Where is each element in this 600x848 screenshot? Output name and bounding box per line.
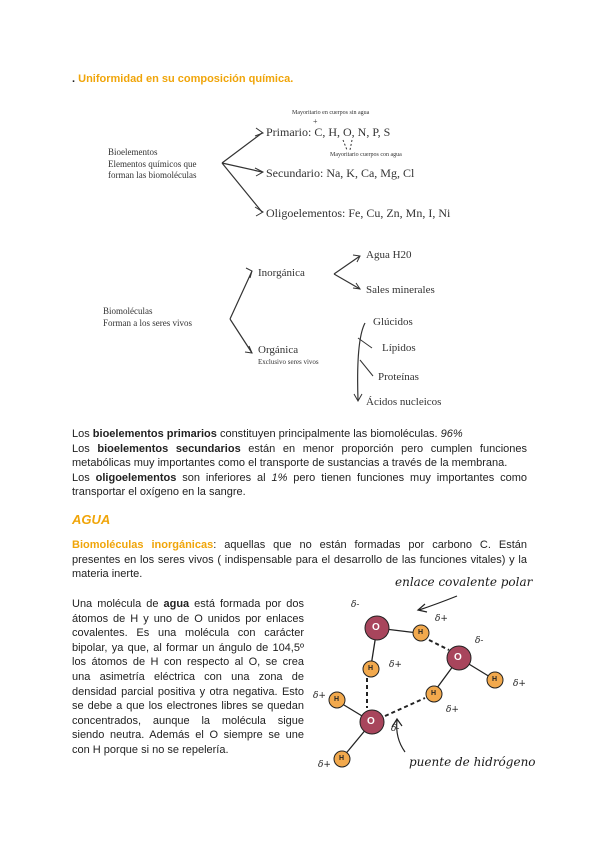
plus-sign: + (313, 117, 318, 126)
paragraph-line: Los bioelementos primarios constituyen principalmente las biomoléculas. 96% (72, 428, 463, 440)
inorganicas-paragraph: Biomoléculas inorgánicas: aquellas que no están formadas por carbono C. Están presentes en los seres vivos ( indispensable para el desarrollo de las funciones vitales) y la materia inerte. (72, 539, 527, 581)
delta-plus-label: δ+ (389, 660, 402, 670)
paragraph-line: Los oligoelementos son inferiores al 1% pero tienen funciones muy importantes como transportar el oxígeno en la sangre. (72, 471, 527, 499)
bullet: . (72, 73, 76, 85)
oxygen-label: O (367, 716, 375, 727)
oligoelementos-elements: Oligoelementos: Fe, Cu, Zn, Mn, I, Ni (266, 206, 451, 220)
delta-minus-label: δ- (351, 600, 360, 610)
oxygen-label: O (372, 622, 380, 633)
bioelementos-subtitle-2: forman las biomoléculas (108, 170, 197, 180)
oxygen-label: O (454, 652, 462, 663)
water-molecule-diagram (305, 570, 545, 785)
water-molecule-svg (305, 570, 545, 785)
agua-heading: AGUA (72, 512, 111, 527)
delta-minus-label: δ- (391, 724, 400, 734)
biomoleculas-diagram (0, 240, 600, 415)
inorganicas-term: Biomoléculas inorgánicas (72, 539, 214, 551)
biomoleculas-subtitle: Forman a los seres vivos (103, 318, 192, 328)
hydrogen-label: H (492, 676, 498, 683)
inorganica-item: Sales minerales (366, 284, 435, 296)
inorganica-item: Agua H20 (366, 249, 412, 261)
secundario-elements: Secundario: Na, K, Ca, Mg, Cl (266, 166, 415, 180)
biomoleculas-title: Biomoléculas (103, 306, 153, 316)
delta-minus-label: δ- (475, 636, 484, 646)
organica-item: Glúcidos (373, 316, 413, 328)
delta-plus-label: δ+ (513, 679, 526, 689)
bioelementos-subtitle-1: Elementos químicos que (108, 159, 197, 169)
paragraph-line: Los bioelementos secundarios están en menor proporción pero cumplen funciones metabólicas muy importantes como el transporte de sustancias a través de la membrana. (72, 442, 527, 470)
organica-label: Orgánica (258, 344, 299, 356)
bioelementos-title: Bioelementos (108, 147, 158, 157)
organica-item: Ácidos nucleicos (366, 396, 442, 408)
pointer-arrow (419, 596, 457, 610)
organica-subtitle: Exclusivo seres vivos (258, 358, 319, 366)
delta-plus-label: δ+ (435, 614, 448, 624)
delta-plus-label: δ+ (446, 705, 459, 715)
organica-item: Lípidos (382, 342, 416, 354)
covalent-bond-label: enlace covalente polar (395, 575, 533, 589)
hydrogen-label: H (431, 690, 437, 697)
hydrogen-bond-label: puente de hidrógeno (409, 755, 536, 769)
bioelementos-diagram (0, 0, 600, 240)
hydrogen-label: H (368, 665, 374, 672)
bioelementos-paragraph (72, 427, 527, 500)
hydrogen-label: H (418, 629, 424, 636)
hydrogen-label: H (334, 696, 340, 703)
hydrogen-label: H (339, 755, 345, 762)
note-mayoritario-con-agua: Mayoritario cuerpos con agua (330, 152, 402, 158)
delta-plus-label: δ+ (313, 691, 326, 701)
agua-paragraph: Una molécula de agua está formada por dos átomos de H y uno de O unidos por enlaces covalentes. Es una molécula con carácter bipolar, ya que, al formar un ángulo de 104,5º los átomos de H con respecto al O, se crea una asimetría eléctrica con una zona de densidad parcial positiva y otra negativa. Esto se debe a que los electrones libres se quedan concentrados, aunque la molécula sigue siendo neutra. Además el O siempre se une con H porque si no se repelería. (72, 598, 304, 756)
organica-item: Proteínas (378, 371, 419, 383)
bioelementos-connectors (0, 0, 600, 240)
primario-elements: Primario: C, H, O, N, P, S (266, 125, 391, 139)
section-heading-text: Uniformidad en su composición química. (78, 73, 294, 85)
inorganica-label: Inorgánica (258, 267, 305, 279)
note-mayoritario-sin-agua: Mayoritario en cuerpos sin agua (292, 110, 370, 116)
delta-plus-label: δ+ (318, 760, 331, 770)
